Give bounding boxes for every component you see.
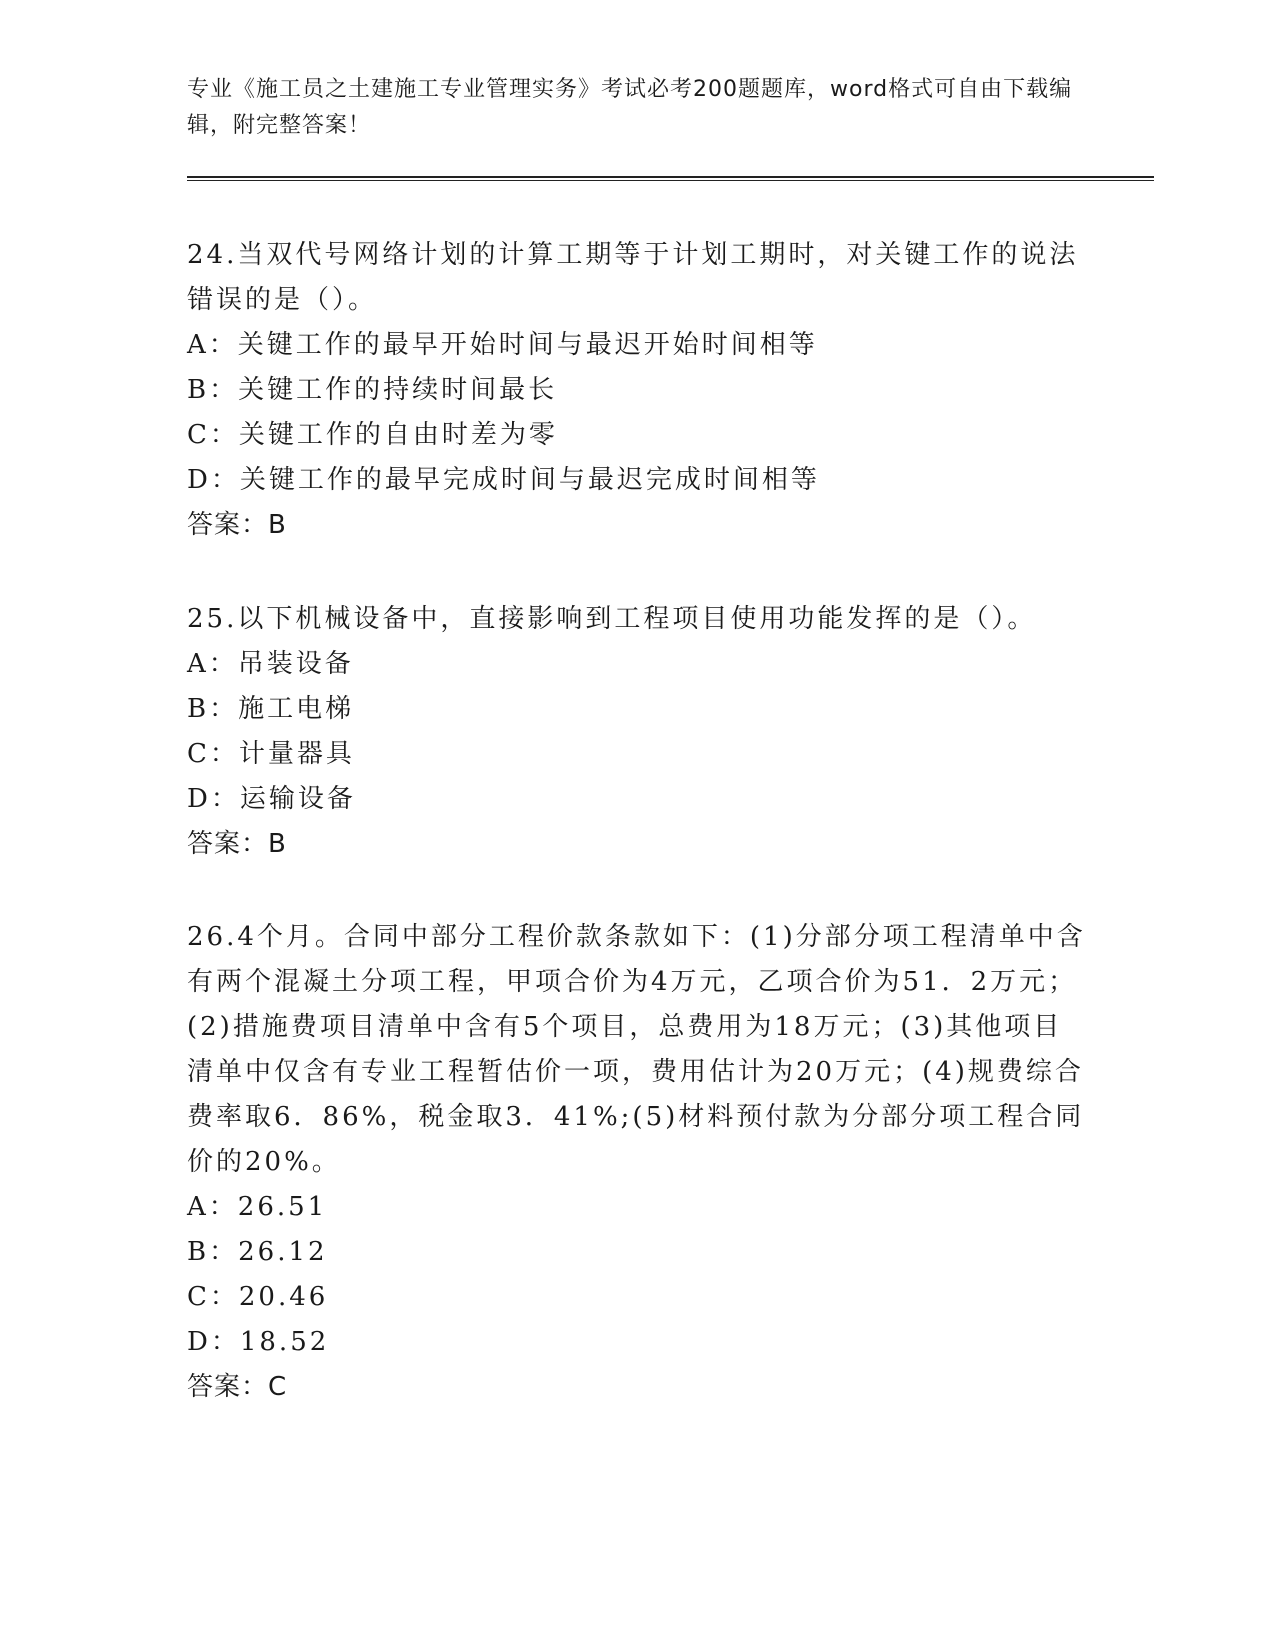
option-c: C：20.46 — [187, 1282, 329, 1312]
option-c: C：计量器具 — [187, 739, 355, 769]
option-a: A：吊装设备 — [187, 649, 354, 679]
option-b: B：施工电梯 — [187, 694, 355, 724]
answer-line: 答案：B — [187, 510, 287, 540]
document-header: 专业《施工员之土建施工专业管理实务》考试必考200题题库，word格式可自由下载编辑，附完整答案！ — [187, 77, 1073, 138]
question-24 — [187, 233, 1087, 548]
option-a: A：26.51 — [187, 1192, 328, 1222]
option-d: D：18.52 — [187, 1327, 330, 1357]
answer-line: 答案：B — [187, 829, 287, 859]
question-stem: 25.以下机械设备中，直接影响到工程项目使用功能发挥的是（）。 — [187, 604, 1037, 634]
question-26 — [187, 915, 1087, 1410]
question-stem: 26.4个月。合同中部分工程价款条款如下：(1)分部分项工程清单中含有两个混凝土分项工程，甲项合价为4万元，乙项合价为51．2万元；(2)措施费项目清单中含有5个项目，总费用为18万元；(3)其他项目清单中仅含有专业工程暂估价一项，费用估计为20万元；(4)规费综合费率取6．86%，税金取3．41%;(5)材料预付款为分部分项工程合同价的20%。 — [187, 922, 1086, 1177]
option-b: B：关键工作的持续时间最长 — [187, 375, 558, 405]
option-d: D：运输设备 — [187, 784, 356, 814]
header-divider — [187, 176, 1154, 181]
question-stem: 24.当双代号网络计划的计算工期等于计划工期时，对关键工作的说法错误的是（）。 — [187, 240, 1079, 315]
option-c: C：关键工作的自由时差为零 — [187, 420, 558, 450]
option-a: A：关键工作的最早开始时间与最迟开始时间相等 — [187, 330, 818, 360]
option-d: D：关键工作的最早完成时间与最迟完成时间相等 — [187, 465, 820, 495]
option-b: B：26.12 — [187, 1237, 328, 1267]
answer-line: 答案：C — [187, 1372, 288, 1402]
question-25 — [187, 597, 1087, 867]
